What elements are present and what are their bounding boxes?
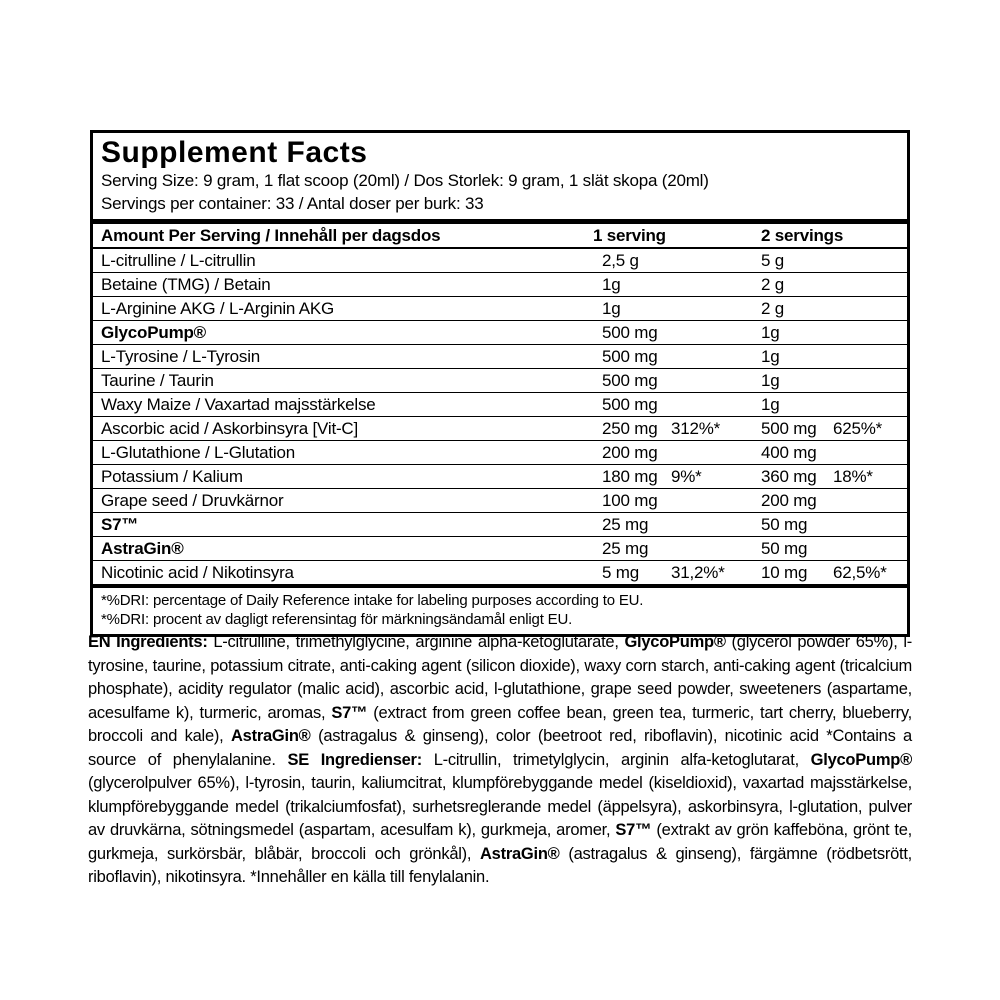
amount-value: 1g (761, 323, 780, 342)
nutrient-name: Potassium / Kalium (101, 467, 243, 486)
serving1-cell (593, 321, 761, 344)
serving1-cell (593, 489, 761, 512)
table-row (93, 345, 907, 369)
amount-value: 500 mg (761, 419, 817, 438)
table-row (93, 297, 907, 321)
footnotes (93, 584, 907, 634)
ingredients-segment: GlycoPump® (624, 633, 726, 651)
nutrient-rows (93, 249, 907, 584)
amount-value: 200 mg (761, 491, 817, 510)
amount-value: 50 mg (761, 539, 808, 558)
ingredients-segment: EN Ingredients: (88, 633, 208, 651)
serving1-cell (593, 513, 761, 536)
ingredients-segment: S7™ (615, 821, 652, 839)
amount-value: 500 mg (602, 395, 658, 414)
nutrient-name: Nicotinic acid / Nikotinsyra (101, 563, 294, 582)
amount-value: 25 mg (602, 539, 649, 558)
ingredients-segment: L-citrulline, trimethylglycine, arginine alpha-ketoglutarate, (207, 633, 625, 651)
column-header-1-serving: 1 serving (593, 226, 666, 245)
serving2-cell (761, 465, 899, 488)
amount-value: 5 mg (602, 563, 639, 582)
nutrient-name: L-Tyrosine / L-Tyrosin (101, 347, 261, 366)
ingredients-segment: (extrakt av grön kaffeböna, grönt te, gurkmeja, surkörsbär, blåbär, broccoli och grönkål), (88, 821, 912, 863)
ingredients-segment: (extract from green coffee bean, green tea, turmeric, tart cherry, blueberry, broccoli and kale), (88, 703, 912, 745)
nutrient-name: AstraGin® (101, 539, 184, 558)
ingredients-segment: L-citrullin, trimetylglycin, arginin alfa-ketoglutarat, (421, 750, 811, 769)
amount-value: 360 mg (761, 467, 817, 486)
amount-value: 1g (761, 371, 780, 390)
serving2-cell (761, 513, 899, 536)
amount-value: 2 g (761, 275, 785, 294)
nutrient-name: Betaine (TMG) / Betain (101, 275, 271, 294)
table-row (93, 393, 907, 417)
table-row (93, 369, 907, 393)
nutrient-name: L-Glutathione / L-Glutation (101, 443, 295, 462)
amount-value: 250 mg (602, 419, 658, 438)
column-header-2-servings: 2 servings (761, 226, 844, 245)
amount-value: 400 mg (761, 443, 817, 462)
nutrient-name: S7™ (101, 515, 139, 534)
table-row (93, 489, 907, 513)
serving2-cell (761, 345, 899, 368)
dri-percent-value: 312%* (671, 419, 721, 438)
panel-header (93, 133, 907, 215)
serving1-cell (593, 249, 761, 272)
serving1-cell (593, 273, 761, 296)
ingredients-paragraph (88, 631, 912, 890)
amount-value: 10 mg (761, 563, 808, 582)
ingredients-segment: GlycoPump® (810, 750, 912, 769)
column-header-amount-per-serving: Amount Per Serving / Innehåll per dagsdos (101, 226, 441, 245)
amount-value: 1g (761, 347, 780, 366)
servings-per-container-line: Servings per container: 33 / Antal doser per burk: 33 (101, 194, 484, 213)
serving1-cell (593, 393, 761, 416)
ingredients-segment: AstraGin® (480, 844, 560, 863)
amount-value: 2,5 g (602, 251, 639, 270)
amount-value: 50 mg (761, 515, 808, 534)
table-row (93, 441, 907, 465)
serving1-cell (593, 561, 761, 584)
nutrient-name: Waxy Maize / Vaxartad majsstärkelse (101, 395, 376, 414)
amount-value: 500 mg (602, 323, 658, 342)
serving-size-line: Serving Size: 9 gram, 1 flat scoop (20ml) / Dos Storlek: 9 gram, 1 slät skopa (20ml) (101, 171, 709, 190)
table-row (93, 537, 907, 561)
serving2-cell (761, 273, 899, 296)
amount-value: 5 g (761, 251, 785, 270)
dri-percent-value: 18%* (833, 467, 873, 486)
nutrient-name: L-citrulline / L-citrullin (101, 251, 256, 270)
serving2-cell (761, 249, 899, 272)
serving1-cell (593, 345, 761, 368)
serving2-cell (761, 561, 899, 584)
serving2-cell (761, 369, 899, 392)
nutrient-name: GlycoPump® (101, 323, 206, 342)
amount-value: 1g (761, 395, 780, 414)
amount-value: 180 mg (602, 467, 658, 486)
ingredients-segment: (astragalus & ginseng), färgämne (rödbetsrött, riboflavin), nikotinsyra. *Innehåller en källa till fenylalanin. (88, 844, 912, 886)
amount-value: 2 g (761, 299, 785, 318)
panel-title: Supplement Facts (101, 136, 368, 169)
serving2-cell (761, 417, 899, 440)
amount-value: 1g (602, 299, 621, 318)
dri-percent-value: 9%* (671, 467, 702, 486)
amount-value: 500 mg (602, 371, 658, 390)
table-row (93, 513, 907, 537)
table-row (93, 417, 907, 441)
table-row (93, 465, 907, 489)
amount-value: 1g (602, 275, 621, 294)
amount-value: 100 mg (602, 491, 658, 510)
ingredients-segment: (glycerol powder 65%), l-tyrosine, taurine, potassium citrate, anti-caking agent (silicon dioxide), waxy corn starch, anti-caking agent (tricalcium phosphate), acidity regulator (malic acid), ascorbic acid, l-glutathione, grape seed powder, sweeteners (aspartame, acesulfame k), turmeric, aromas, (88, 633, 912, 722)
footnote-se: *%DRI: procent av dagligt referensintag för märkningsändamål enligt EU. (101, 611, 573, 628)
amount-value: 500 mg (602, 347, 658, 366)
ingredients-segment: AstraGin® (230, 727, 311, 745)
serving2-cell (761, 321, 899, 344)
dri-percent-value: 62,5%* (833, 563, 887, 582)
dri-percent-value: 31,2%* (671, 563, 725, 582)
serving1-cell (593, 369, 761, 392)
serving2-cell (761, 393, 899, 416)
serving1-cell (593, 465, 761, 488)
amount-value: 25 mg (602, 515, 649, 534)
nutrient-name: L-Arginine AKG / L-Arginin AKG (101, 299, 335, 318)
serving1-cell (593, 441, 761, 464)
serving1-cell (593, 537, 761, 560)
table-row (93, 321, 907, 345)
nutrient-name: Taurine / Taurin (101, 371, 214, 390)
serving2-cell (761, 297, 899, 320)
ingredients-segment: (glycerolpulver 65%), l-tyrosin, taurin, kaliumcitrat, klumpförebyggande medel (kiseldioxid), vaxartad majsstärkelse, klumpförebyggande medel (trikalciumfosfat), surhetsreglerande medel (äppelsyra), askorbinsyra, l-glutation, pulver av druvkärna, sötningsmedel (aspartam, acesulfam k), gurkmeja, aromer, (88, 774, 912, 839)
serving2-cell (761, 537, 899, 560)
table-row (93, 249, 907, 273)
serving2-cell (761, 489, 899, 512)
ingredients-segment: S7™ (331, 703, 368, 722)
dri-percent-value: 625%* (833, 419, 883, 438)
table-row (93, 561, 907, 584)
serving2-cell (761, 441, 899, 464)
serving1-cell (593, 417, 761, 440)
amount-value: 200 mg (602, 443, 658, 462)
nutrient-name: Ascorbic acid / Askorbinsyra [Vit-C] (101, 419, 359, 438)
nutrient-name: Grape seed / Druvkärnor (101, 491, 284, 510)
ingredients-segment: (astragalus & ginseng), color (beetroot red, riboflavin), nicotinic acid *Contains a source of phenylalanine. (88, 727, 912, 769)
supplement-facts-panel (90, 130, 910, 637)
table-header-row (93, 224, 907, 249)
serving1-cell (593, 297, 761, 320)
table-row (93, 273, 907, 297)
ingredients-segment: SE Ingredienser: (287, 750, 422, 769)
footnote-en: *%DRI: percentage of Daily Reference intake for labeling purposes according to EU. (101, 592, 644, 609)
